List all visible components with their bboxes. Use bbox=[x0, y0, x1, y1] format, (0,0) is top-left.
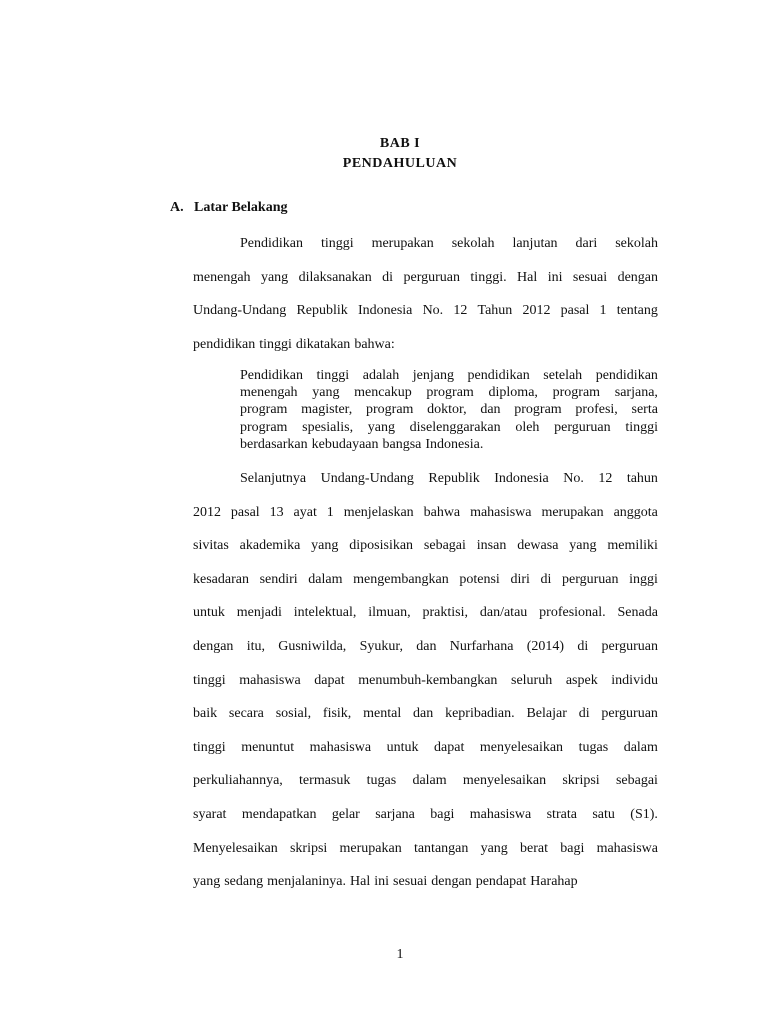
paragraph-line bbox=[193, 268, 658, 302]
word: perguruan bbox=[554, 419, 611, 435]
word: dapat bbox=[434, 739, 465, 755]
word: diposisikan bbox=[349, 538, 414, 554]
word: tahun bbox=[626, 471, 658, 486]
word: ini bbox=[374, 874, 390, 890]
word: mental bbox=[363, 706, 402, 722]
word: sosial, bbox=[275, 706, 312, 722]
word: perkuliahannya, bbox=[193, 773, 283, 789]
word: dalam bbox=[623, 739, 658, 755]
word: serta bbox=[631, 402, 658, 418]
paragraph-line bbox=[240, 234, 658, 268]
word: ayat bbox=[293, 504, 317, 520]
word: Hal bbox=[517, 269, 538, 285]
paragraph-line bbox=[193, 301, 658, 335]
word: pasal bbox=[230, 504, 260, 520]
word: jenjang bbox=[412, 368, 455, 383]
word: mahasiswa bbox=[469, 806, 532, 822]
word: dengan bbox=[431, 874, 472, 890]
chapter-title: PENDAHULUAN bbox=[342, 156, 458, 171]
chapter-number: BAB I bbox=[379, 136, 421, 151]
word: Republik bbox=[428, 471, 480, 486]
word: menjelaskan bbox=[343, 504, 414, 520]
word: anggota bbox=[613, 504, 658, 520]
quote-line bbox=[240, 419, 658, 436]
word: secara bbox=[228, 706, 264, 722]
word: program bbox=[426, 385, 474, 401]
paragraph-line bbox=[193, 805, 658, 839]
paragraph-2 bbox=[193, 469, 658, 906]
word: memiliki bbox=[607, 538, 658, 554]
word: 1 bbox=[326, 504, 334, 520]
word: aspek bbox=[565, 672, 598, 688]
word: program bbox=[552, 385, 601, 401]
word: mahasiswa bbox=[239, 672, 301, 688]
section-marker: A. bbox=[170, 200, 184, 215]
word: No. bbox=[563, 471, 584, 486]
paragraph-line bbox=[193, 738, 658, 772]
word: ini bbox=[547, 269, 563, 285]
word: insan bbox=[476, 538, 507, 554]
word: menengah bbox=[240, 385, 298, 401]
word: pendapat bbox=[475, 874, 527, 890]
paragraph-line bbox=[193, 704, 658, 738]
word: Harahap bbox=[530, 874, 578, 890]
word: mendapatkan bbox=[241, 806, 317, 822]
word: tugas bbox=[366, 773, 397, 789]
word: Undang-Undang bbox=[193, 303, 287, 319]
word: tinggi bbox=[320, 236, 354, 251]
paragraph-line bbox=[193, 570, 658, 604]
word: skripsi bbox=[562, 773, 600, 789]
word: dan/atau bbox=[479, 605, 528, 621]
word: (S1). bbox=[630, 806, 658, 822]
word: kepribadian. bbox=[445, 706, 515, 722]
word: menyelesaikan bbox=[479, 739, 564, 755]
word: berat bbox=[520, 840, 549, 856]
word: pendidikan bbox=[193, 336, 256, 352]
word: tinggi. bbox=[470, 269, 507, 285]
word: yang bbox=[569, 538, 597, 554]
word: perguruan bbox=[601, 706, 658, 722]
word: Syukur, bbox=[359, 638, 403, 654]
word: sesuai bbox=[393, 874, 428, 890]
word: mahasiswa bbox=[470, 504, 532, 520]
word: skripsi bbox=[289, 840, 328, 856]
word: sivitas bbox=[193, 538, 229, 554]
word: tinggi bbox=[316, 368, 350, 383]
word: dalam bbox=[308, 571, 343, 587]
word: baik bbox=[193, 706, 218, 722]
word: yang bbox=[311, 538, 339, 554]
paragraph-line bbox=[193, 335, 658, 369]
paragraph-line bbox=[193, 503, 658, 537]
word: Belajar bbox=[526, 706, 567, 722]
word: menuntut bbox=[241, 739, 295, 755]
word: tantangan bbox=[413, 840, 469, 856]
paragraph-line bbox=[193, 839, 658, 873]
word: mahasiswa bbox=[309, 739, 372, 755]
paragraph-line bbox=[193, 872, 658, 906]
word: bangsa bbox=[382, 436, 422, 452]
word: merupakan bbox=[371, 236, 434, 251]
word: mahasiswa bbox=[596, 840, 658, 856]
word: diselenggarakan bbox=[409, 419, 501, 435]
word: merupakan bbox=[541, 504, 604, 520]
word: doktor, bbox=[427, 402, 467, 418]
section-title: Latar Belakang bbox=[194, 200, 288, 215]
word: sebagai bbox=[615, 773, 658, 789]
word: Selanjutnya bbox=[240, 471, 307, 486]
word: sedang bbox=[224, 874, 264, 890]
quote-line bbox=[240, 401, 658, 418]
word: program bbox=[240, 419, 288, 435]
word: pendidikan bbox=[467, 368, 530, 383]
word: 12 bbox=[598, 471, 613, 486]
word: pendidikan bbox=[595, 368, 658, 383]
word: dikatakan bbox=[295, 336, 351, 352]
word: profesi, bbox=[575, 402, 618, 418]
word: Republik bbox=[296, 303, 348, 319]
page-number: 1 bbox=[396, 947, 404, 962]
word: spesialis, bbox=[302, 419, 354, 435]
word: lanjutan bbox=[512, 236, 558, 251]
word: dan bbox=[480, 402, 501, 418]
word: fisik, bbox=[322, 706, 352, 722]
word: oleh bbox=[515, 419, 540, 435]
word: di bbox=[540, 571, 552, 587]
word: bahwa: bbox=[354, 336, 395, 352]
word: Gusniwilda, bbox=[278, 638, 347, 654]
word: Hal bbox=[350, 874, 371, 890]
word: di bbox=[382, 269, 394, 285]
word: Nurfarhana bbox=[449, 638, 514, 654]
word: seluruh bbox=[511, 672, 553, 688]
word: di bbox=[578, 706, 590, 722]
word: termasuk bbox=[299, 773, 351, 789]
paragraph-line bbox=[193, 637, 658, 671]
word: perguruan bbox=[562, 571, 619, 587]
word: menengah bbox=[193, 269, 251, 285]
word: pasal bbox=[560, 303, 590, 319]
word: gelar bbox=[331, 806, 360, 822]
word: perguruan bbox=[601, 638, 658, 654]
word: berdasarkan bbox=[240, 436, 308, 452]
word: dilaksanakan bbox=[298, 269, 372, 285]
word: yang bbox=[367, 419, 395, 435]
paragraph-line bbox=[193, 771, 658, 805]
word: yang bbox=[193, 874, 221, 890]
word: (2014) bbox=[526, 638, 565, 654]
word: Undang-Undang bbox=[320, 471, 414, 486]
word: Indonesia bbox=[494, 471, 549, 486]
block-quote bbox=[240, 367, 658, 453]
word: bagi bbox=[560, 840, 585, 856]
word: sekolah bbox=[615, 236, 658, 251]
word: Tahun bbox=[477, 303, 513, 319]
word: sekolah bbox=[451, 236, 495, 251]
word: profesional. bbox=[539, 605, 606, 621]
section-heading bbox=[170, 200, 287, 216]
word: magister, bbox=[301, 402, 353, 418]
word: tinggi bbox=[625, 419, 658, 435]
word: No. bbox=[422, 303, 444, 319]
paragraph-line bbox=[193, 671, 658, 705]
word: syarat bbox=[193, 806, 227, 822]
word: di bbox=[577, 638, 589, 654]
word: sebagai bbox=[423, 538, 466, 554]
word: individu bbox=[611, 672, 658, 688]
word: dalam bbox=[412, 773, 447, 789]
word: 1 bbox=[599, 303, 607, 319]
word: kesadaran bbox=[193, 571, 249, 587]
word: yang bbox=[312, 385, 340, 401]
word: bagi bbox=[430, 806, 455, 822]
word: sarjana, bbox=[614, 385, 658, 401]
word: praktisi, bbox=[422, 605, 468, 621]
word: tinggi bbox=[193, 672, 226, 688]
word: mencakup bbox=[354, 385, 412, 401]
word: untuk bbox=[193, 605, 225, 621]
word: Pendidikan bbox=[240, 368, 303, 383]
word: sarjana bbox=[375, 806, 415, 822]
word: setelah bbox=[543, 368, 583, 383]
word: yang bbox=[480, 840, 508, 856]
word: intelektual, bbox=[293, 605, 357, 621]
word: inggi bbox=[629, 571, 658, 587]
word: 2012 bbox=[522, 303, 551, 319]
paragraph-line bbox=[193, 536, 658, 570]
word: satu bbox=[592, 806, 615, 822]
word: itu, bbox=[246, 638, 265, 654]
word: ilmuan, bbox=[368, 605, 411, 621]
word: Pendidikan bbox=[240, 236, 303, 251]
word: dan bbox=[416, 638, 437, 654]
word: bahwa bbox=[423, 504, 461, 520]
word: program bbox=[240, 402, 288, 418]
word: Indonesia. bbox=[425, 436, 484, 452]
word: kebudayaan bbox=[311, 436, 379, 452]
word: menumbuh-kembangkan bbox=[358, 672, 498, 688]
word: 12 bbox=[453, 303, 468, 319]
quote-line bbox=[240, 436, 658, 453]
word: Menyelesaikan bbox=[193, 840, 278, 856]
word: program bbox=[514, 402, 562, 418]
word: program bbox=[366, 402, 414, 418]
paragraph-line bbox=[240, 469, 658, 503]
word: yang bbox=[260, 269, 289, 285]
word: diploma, bbox=[488, 385, 538, 401]
word: strata bbox=[546, 806, 577, 822]
word: untuk bbox=[386, 739, 419, 755]
word: sesuai bbox=[572, 269, 608, 285]
word: potensi bbox=[459, 571, 500, 587]
word: menjalaninya. bbox=[267, 874, 347, 890]
word: 13 bbox=[269, 504, 284, 520]
word: sendiri bbox=[259, 571, 298, 587]
word: merupakan bbox=[339, 840, 402, 856]
word: tentang bbox=[616, 303, 658, 319]
word: Indonesia bbox=[357, 303, 413, 319]
word: adalah bbox=[362, 368, 400, 383]
word: dari bbox=[575, 236, 598, 251]
word: tinggi bbox=[259, 336, 292, 352]
word: menjadi bbox=[236, 605, 282, 621]
word: tugas bbox=[578, 739, 609, 755]
word: Senada bbox=[617, 605, 658, 621]
paragraph-1 bbox=[193, 234, 658, 368]
word: tinggi bbox=[193, 739, 226, 755]
word: dapat bbox=[314, 672, 345, 688]
quote-line bbox=[240, 384, 658, 401]
word: menyelesaikan bbox=[462, 773, 547, 789]
word: diri bbox=[510, 571, 530, 587]
word: akademika bbox=[239, 538, 301, 554]
word: dan bbox=[413, 706, 434, 722]
word: dengan bbox=[193, 638, 234, 654]
word: dewasa bbox=[517, 538, 559, 554]
word: perguruan bbox=[403, 269, 460, 285]
word: dengan bbox=[617, 269, 658, 285]
paragraph-line bbox=[193, 603, 658, 637]
word: mengembangkan bbox=[353, 571, 449, 587]
quote-line bbox=[240, 367, 658, 384]
word: 2012 bbox=[193, 504, 221, 520]
